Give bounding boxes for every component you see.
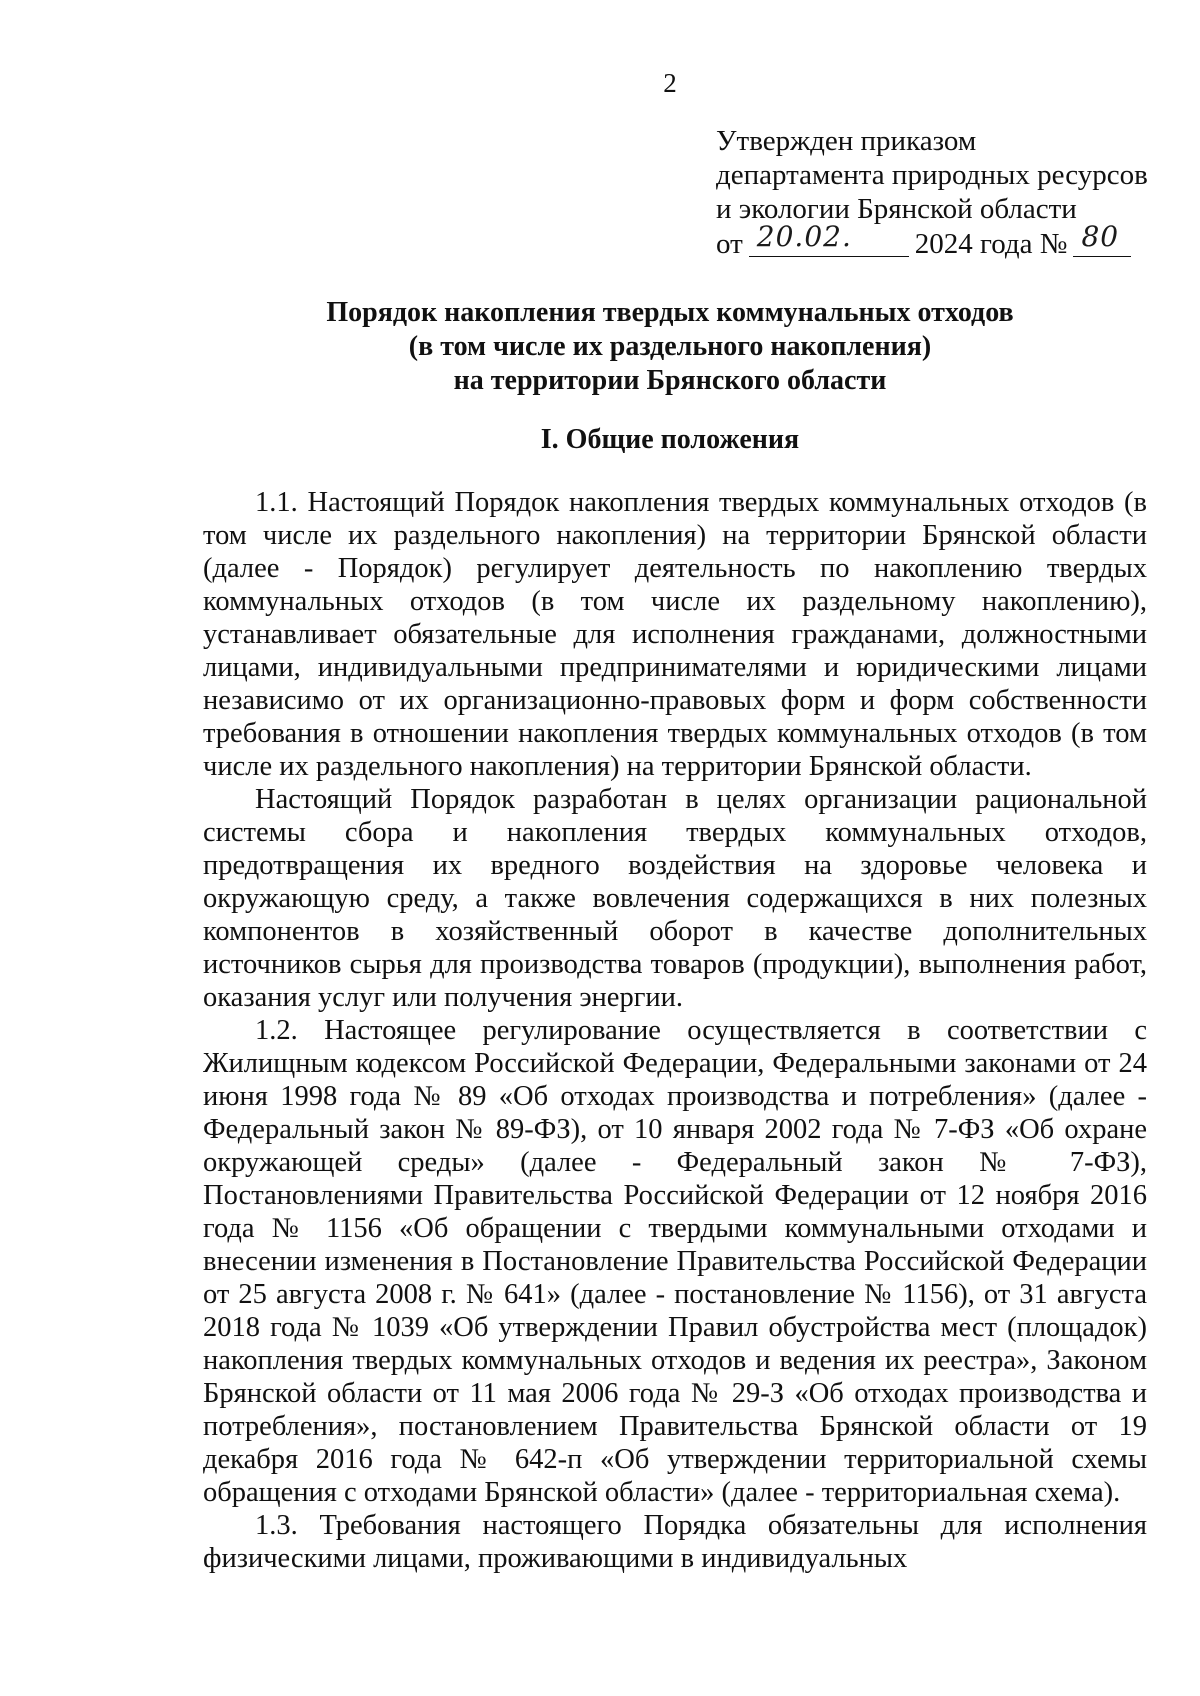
section-title: I. Общие положения [540,424,800,455]
page-number: 2 [663,68,677,98]
approval-block [716,124,1176,261]
approval-line-3: и экологии Брянской области [716,193,1077,225]
approval-date-line [716,220,1176,261]
date-prefix: от [716,228,743,260]
title-line-3: на территории Брянского области [453,365,887,396]
paragraph-purpose: Настоящий Порядок разработан в целях организации рациональной системы сбора и накопления твердых коммунальных отходов, предотвращения их вредного воздействия на здоровье человека и окружающую среду, а также вовлечения содержащихся в них полезных компонентов в хозяйственный оборот в качестве дополнительных источников сырья для производства товаров (продукции), выполнения работ, оказания услуг или получения энергии. [203,784,1147,1013]
title-line-1: Порядок накопления твердых коммунальных отходов [326,297,1014,328]
title-line-2: (в том числе их раздельного накопления) [408,331,932,362]
paragraph-1-2: 1.2. Настоящее регулирование осуществляется в соответствии с Жилищным кодексом Российской Федерации, Федеральными законами от 24 июня 1998 года № 89 «Об отходах производства и потребления» (далее - Федеральный закон № 89-ФЗ), от 10 января 2002 года № 7-ФЗ «Об охране окружающей среды» (далее - Федеральный закон № 7-ФЗ), Постановлениями Правительства Российской Федерации от 12 ноября 2016 года № 1156 «Об обращении с твердыми коммунальными отходами и внесении изменения в Постановление Правительства Российской Федерации от 25 августа 2008 г. № 641» (далее - постановление № 1156), от 31 августа 2018 года № 1039 «Об утверждении Правил обустройства мест (площадок) накопления твердых коммунальных отходов и ведения их реестра», Законом Брянской области от 11 мая 2006 года № 29-З «Об отходах производства и потребления», постановлением Правительства Брянской области от 19 декабря 2016 года № 642-п «Об утверждении территориальной схемы обращения с отходами Брянской области» (далее - территориальная схема). [203,1015,1147,1508]
handwritten-date: 20.02. [756,220,852,253]
date-blank [749,220,909,257]
paragraph-1-1: 1.1. Настоящий Порядок накопления твердых коммунальных отходов (в том числе их раздельного накопления) на территории Брянской области (далее - Порядок) регулирует деятельность по накоплению твердых коммунальных отходов (в том числе их раздельному накоплению), устанавливает обязательные для исполнения гражданами, должностными лицами, индивидуальными предпринимателями и юридическими лицами независимо от их организационно-правовых форм и форм собственности требования в отношении накопления твердых коммунальных отходов (в том числе их раздельного накопления) на территории Брянской области. [203,487,1147,782]
approval-line-1: Утвержден приказом [716,125,977,157]
document-title [0,296,1200,398]
paragraph-1-3: 1.3. Требования настоящего Порядка обязательны для исполнения физическими лицами, проживающими в индивидуальных [203,1510,1147,1574]
number-blank [1073,220,1131,257]
handwritten-number: 80 [1081,220,1120,253]
body-text [203,486,1147,1575]
approval-line-2: департамента природных ресурсов [716,159,1148,191]
year-text: 2024 года № [914,228,1068,260]
